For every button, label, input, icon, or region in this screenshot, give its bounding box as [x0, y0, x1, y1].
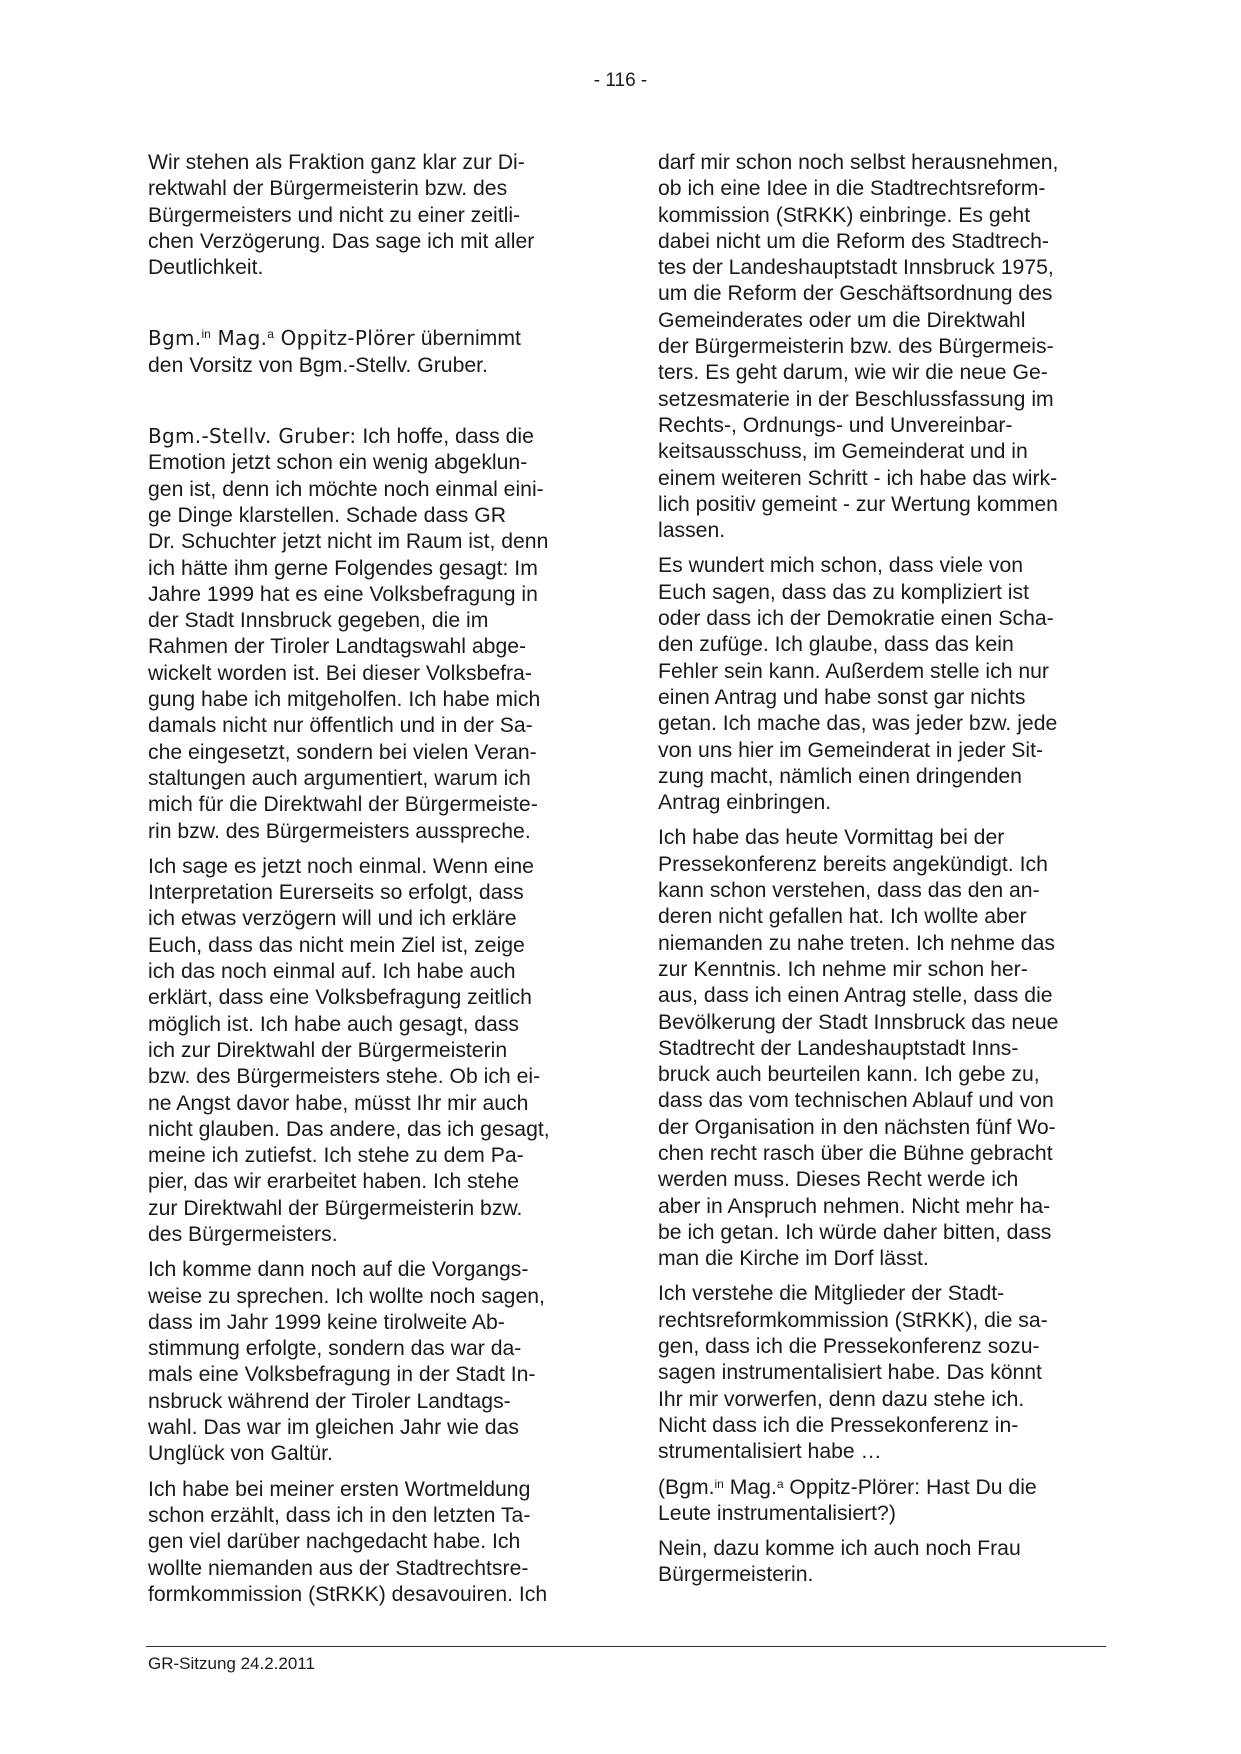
paragraph: Ich habe das heute Vormittag bei der Pressekonferenz bereits angekündigt. Ich kann schon verstehen, dass das den an- deren nicht gefallen hat. Ich wollte aber niemanden zu nahe treten. Ich nehme das zur Kenntnis. Ich nehme mir schon her- aus, dass ich einen Antrag stelle, dass die Bevölkerung der Stadt Innsbruck das neue Stadtrecht der Landeshauptstadt Inns- bruck auch beurteilen kann. Ich gebe zu, dass das vom technischen Ablauf und von der Organisation in den nächsten fünf Wo- chen recht rasch über die Bühne gebracht werden muss. Dieses Recht werde ich aber in Anspruch nehmen. Nicht mehr ha- be ich getan. Ich würde daher bitten, dass man die Kirche im Dorf lässt.: [658, 826, 1059, 1271]
paragraph: Nein, dazu komme ich auch noch Frau Bürgermeisterin.: [658, 1537, 1021, 1587]
speaker-title: Mag.: [210, 326, 268, 351]
footer-text: GR-Sitzung 24.2.2011: [148, 1654, 315, 1673]
interjection: [658, 1475, 1103, 1528]
paragraph: Es wundert mich schon, dass viele von Euch sagen, dass das zu kompliziert ist oder dass ich der Demokratie einen Scha- den zufüge. Ich glaube, dass das kein Fehler sein kann. Außerdem stelle ich nur einen Antrag und habe sonst gar nichts getan. Ich mache das, was jeder bzw. jede von uns hier im Gemeinderat in jeder Sit- zung macht, nämlich einen dringenden Antrag einbringen.: [658, 554, 1058, 815]
note-text: übernimmt den Vorsitz von Bgm.-Stellv. Gruber.: [148, 327, 521, 377]
left-column: [148, 150, 588, 1617]
interjection-title: Mag.: [723, 1475, 777, 1499]
superscript: in: [201, 327, 211, 342]
interjection-text: Oppitz-Plörer: Hast Du die Leute instrumentalisiert?): [658, 1475, 1037, 1525]
paragraph: Ich habe bei meiner ersten Wortmeldung schon erzählt, dass ich in den letzten Ta- gen viel darüber nachgedacht habe. Ich wollte niemanden aus der Stadtrechtsre- formkommission (StRKK) desavouiren. Ich: [148, 1477, 548, 1606]
superscript: in: [714, 1476, 724, 1491]
speaker-name: Oppitz-Plörer: [273, 326, 415, 351]
superscript: a: [776, 1476, 784, 1491]
speech-text: Ich hoffe, dass die Emotion jetzt schon ein wenig abgeklun- gen ist, denn ich möchte noch einmal eini- ge Dinge klarstellen. Schade dass GR Dr. Schuchter jetzt nicht im Raum ist, denn ich hätte ihm gerne Folgendes gesagt: Im Jahre 1999 hat es eine Volksbefragung in der Stadt Innsbruck gegeben, die im Rahmen der Tiroler Landtagswahl abge- wickelt worden ist. Bei dieser Volksbefra- gung habe ich mitgeholfen. Ich habe mich damals nicht nur öffentlich und in der Sa- che eingesetzt, sondern bei vielen Veran- staltungen auch argumentiert, warum ich mich für die Direktwahl der Bürgermeiste- rin bzw. des Bürgermeisters ausspreche.: [148, 425, 549, 843]
page-number: - 116 -: [593, 70, 648, 91]
paragraph: Ich verstehe die Mitglieder der Stadt- rechtsreformkommission (StRKK), die sa- gen, dass ich die Pressekonferenz sozu- sagen instrumentalisiert habe. Das könnt Ihr mir vorwerfen, denn dazu stehe ich. Nicht dass ich die Pressekonferenz in- strumentalisiert habe …: [658, 1282, 1048, 1464]
speaker-title: Bgm.: [148, 326, 202, 351]
superscript: a: [267, 327, 274, 342]
paragraph: Ich sage es jetzt noch einmal. Wenn eine Interpretation Eurerseits so erfolgt, dass ich etwas verzögern will und ich erkläre Euch, dass das nicht mein Ziel ist, zeige ich das noch einmal auf. Ich habe auch erklärt, dass eine Volksbefragung zeitlich möglich ist. Ich habe auch gesagt, dass ich zur Direktwahl der Bürgermeisterin bzw. des Bürgermeisters stehe. Ob ich ei- ne Angst davor habe, müsst Ihr mir auch nicht glauben. Das andere, das ich gesagt, meine ich zutiefst. Ich stehe zu dem Pa- pier, das wir erarbeitet haben. Ich stehe zur Direktwahl der Bürgermeisterin bzw. des Bürgermeisters.: [148, 854, 550, 1246]
footer-divider: [146, 1646, 1106, 1647]
speaker-name: Bgm.-Stellv. Gruber:: [148, 424, 357, 449]
paragraph: Wir stehen als Fraktion ganz klar zur Di- rektwahl der Bürgermeisterin bzw. des Bürgermeisters und nicht zu einer zeitli- chen Verzögerung. Das sage ich mit aller Deutlichkeit.: [148, 151, 535, 280]
chair-change-note: [148, 325, 588, 379]
speech-paragraph: [148, 423, 588, 845]
right-column: [658, 150, 1103, 1598]
paragraph: Ich komme dann noch auf die Vorgangs- weise zu sprechen. Ich wollte noch sagen, dass im Jahr 1999 keine tirolweite Ab- stimmung erfolgte, sondern das war da- mals eine Volksbefragung in der Stadt In- nsbruck während der Tiroler Landtags- wahl. Das war im gleichen Jahr wie das Unglück von Galtür.: [148, 1258, 545, 1466]
paragraph: darf mir schon noch selbst herausnehmen, ob ich eine Idee in die Stadtrechtsreform- kommission (StRKK) einbringe. Es geht dabei nicht um die Reform des Stadtrech- tes der Landeshauptstadt Innsbruck 1975, um die Reform der Geschäftsordnung des Gemeinderates oder um die Direktwahl der Bürgermeisterin bzw. des Bürgermeis- ters. Es geht darum, wie wir die neue Ge- setzesmaterie in der Beschlussfassung im Rechts-, Ordnungs- und Unvereinbar- keitsausschuss, im Gemeinderat und in einem weiteren Schritt - ich habe das wirk- lich positiv gemeint - zur Wertung kommen lassen.: [658, 151, 1059, 543]
interjection-open: (Bgm.: [658, 1475, 715, 1499]
